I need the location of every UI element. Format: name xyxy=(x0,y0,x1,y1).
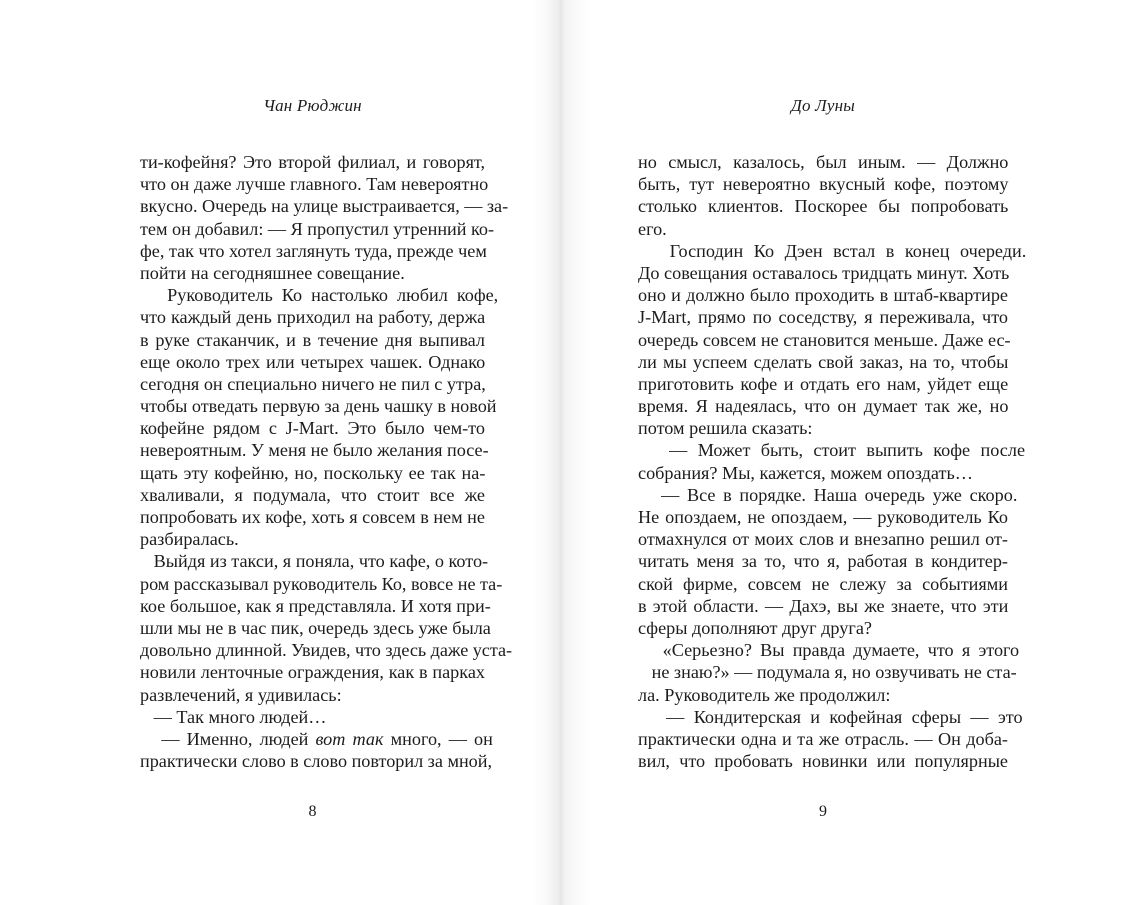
text-line: практически слово в слово повторил за мной, xyxy=(140,751,493,772)
text-line: потом решила сказать: xyxy=(638,418,813,439)
text-line: ской фирме, совсем не слежу за событиями xyxy=(638,573,1008,594)
text-line: попробовать их кофе, хоть я совсем в нем не xyxy=(140,507,485,527)
text-line: До совещания оставалось тридцать минут. Хоть xyxy=(638,262,1010,283)
left-page-text xyxy=(140,151,513,772)
text-line: Господин Ко Дэен встал в конец очереди. xyxy=(638,240,1027,261)
text-line: щать эту кофейню, но, поскольку ее так на- xyxy=(140,462,486,483)
text-line: чтобы отведать первую за день чашку в новой xyxy=(140,396,497,417)
text-line: развлечений, я удивилась: xyxy=(140,684,342,705)
text-line: тем он добавил: — Я пропустил утренний ко- xyxy=(140,218,495,239)
right-running-head: До Луны xyxy=(791,96,855,115)
text-line: вкусно. Очередь на улице выстраивается, — за- xyxy=(140,196,509,217)
book-gutter-shadow xyxy=(530,0,592,905)
text-line: — Кондитерская и кофейная сферы — это xyxy=(638,706,1023,727)
left-running-head: Чан Рюджин xyxy=(263,96,362,115)
text-line: в руке стаканчик, и в течение дня выпивал xyxy=(140,329,485,350)
text-line: шли мы не в час пик, очередь здесь уже была xyxy=(140,617,491,638)
text-line: очередь совсем не становится меньше. Даже ес- xyxy=(638,329,1011,350)
text-line: еще около трех или четырех чашек. Однако xyxy=(140,351,486,372)
text-line: собрания? Мы, кажется, можем опоздать… xyxy=(638,462,973,483)
text-line: Руководитель Ко настолько любил кофе, xyxy=(140,285,499,306)
text-line: хваливали, я подумала, что стоит все же xyxy=(140,484,485,505)
text-fragment: — Именно, людей xyxy=(140,728,316,749)
text-line: фе, так что хотел заглянуть туда, прежде чем xyxy=(140,240,487,261)
text-line: что он даже лучше главного. Там невероятно xyxy=(140,174,489,195)
text-fragment: много, — он xyxy=(383,728,493,749)
text-line: невероятным. У меня не было желания посе- xyxy=(140,440,489,461)
text-line: что каждый день приходил на работу, держа xyxy=(140,307,486,328)
text-line: ла. Руководитель же продолжил: xyxy=(638,684,891,705)
text-line: столько клиентов. Поскорее бы попробовать xyxy=(638,196,1009,217)
text-line: ром рассказывал руководитель Ко, вовсе не та- xyxy=(140,573,503,594)
text-line: приготовить кофе и отдать его нам, уйдет еще xyxy=(638,373,1009,394)
text-line: кое большое, как я представляла. И хотя при- xyxy=(140,595,491,616)
left-page xyxy=(140,0,513,905)
text-line: читать меня за то, что я, работая в кондитер- xyxy=(638,551,1008,572)
text-line: — Может быть, стоит выпить кофе после xyxy=(638,440,1026,461)
text-line: практически одна и та же отрасль. — Он доба- xyxy=(638,728,1008,749)
left-page-number: 8 xyxy=(308,803,317,820)
text-line: — Так много людей… xyxy=(140,706,327,727)
emphasis-text: вот так xyxy=(315,728,384,749)
text-line: довольно длинной. Увидев, что здесь даже уста- xyxy=(140,640,513,661)
text-line: сегодня он специально ничего не пил с утра, xyxy=(140,373,486,394)
text-line: Выйдя из такси, я поняла, что кафе, о кото- xyxy=(140,551,489,572)
text-line: время. Я надеялась, что он думает так же, но xyxy=(638,396,1009,417)
text-line: быть, тут невероятно вкусный кофе, поэтому xyxy=(638,174,1009,195)
text-line: отмахнулся от моих слов и внезапно решил от- xyxy=(638,529,1008,550)
text-line: «Серьезно? Вы правда думаете, что я этого xyxy=(638,640,1020,661)
text-line: в этой области. — Дахэ, вы же знаете, что эти xyxy=(638,595,1009,616)
text-line: ти-кофейня? Это второй филиал, и говорят, xyxy=(140,152,486,172)
right-page xyxy=(638,0,1027,905)
text-line: но смысл, казалось, был иным. — Должно xyxy=(638,152,1009,172)
text-line: сферы дополняют друг друга? xyxy=(638,617,872,638)
text-line: новили ленточные ограждения, как в парках xyxy=(140,662,485,683)
text-line: не знаю?» — подумала я, но озвучивать не ста- xyxy=(638,662,1017,683)
text-line: оно и должно было проходить в штаб-квартире xyxy=(638,285,1008,306)
text-line: — Все в порядке. Наша очередь уже скоро. xyxy=(638,484,1018,505)
right-page-text xyxy=(638,151,1027,772)
right-page-number: 9 xyxy=(819,803,827,820)
text-line: кофейне рядом с J-Mart. Это было чем-то xyxy=(140,418,485,439)
text-line: вил, что пробовать новинки или популярные xyxy=(638,751,1008,772)
text-line: разбиралась. xyxy=(140,529,239,550)
text-line: Не опоздаем, не опоздаем, — руководитель Ко xyxy=(638,507,1008,527)
text-line: ли мы успеем сделать свой заказ, на то, чтобы xyxy=(638,351,1009,372)
text-line xyxy=(140,728,493,750)
text-line: J-Mart, прямо по соседству, я переживала, что xyxy=(638,307,1008,328)
text-line: его. xyxy=(638,218,667,239)
text-line: пойти на сегодняшнее совещание. xyxy=(140,262,405,283)
